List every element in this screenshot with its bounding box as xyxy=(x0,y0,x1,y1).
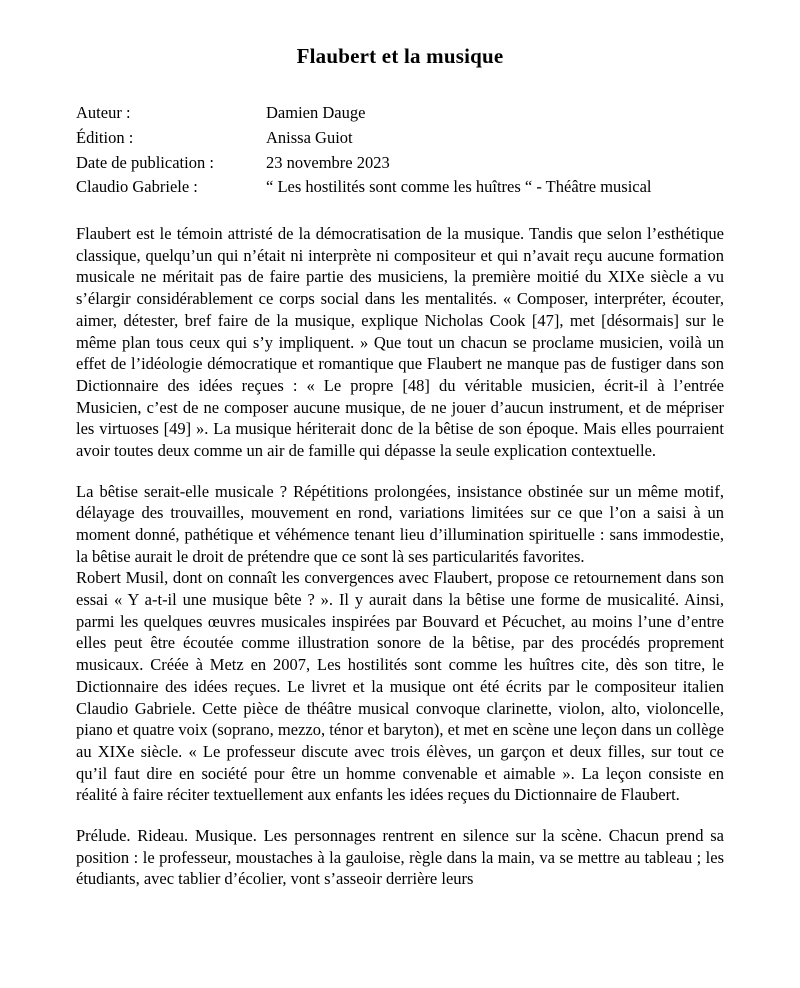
page-title: Flaubert et la musique xyxy=(296,44,504,68)
paragraph-text: Robert Musil, dont on connaît les convergences avec Flaubert, propose ce retournement dans son essai « Y a-t-il une musique bête ? ». Il y aurait dans la bêtise une forme de musicalité. Ainsi, parmi les quelques œuvres musicales inspirées par Bouvard et Pécuchet, au moins l’une d’entre elles peut être écoutée comme illustration sonore de la bêtise, par des procédés proprement musicaux. Créée à Metz en 2007, Les hostilités sont comme les huîtres cite, dès son titre, le Dictionnaire des idées reçues. Le livret et la musique ont été écrits par le compositeur italien Claudio Gabriele. Cette pièce de théâtre musical convoque clarinette, violon, alto, violoncelle, piano et quatre voix (soprano, mezzo, ténor et baryton), et met en scène une leçon dans un collège au XIXe siècle. « Le professeur discute avec trois élèves, un garçon et deux filles, sur tout ce qu’il faut dire en société pour être un homme convenable et aimable ». La leçon consiste en réalité à faire réciter textuellement aux enfants les idées reçues du Dictionnaire de Flaubert. xyxy=(76,568,724,805)
metadata-label-publication-date: Date de publication : xyxy=(76,152,214,172)
body-paragraph-2 xyxy=(76,481,724,568)
metadata-value-author: Damien Dauge xyxy=(266,103,366,122)
metadata-value-publication-date: 23 novembre 2023 xyxy=(266,152,390,172)
table-row xyxy=(76,127,652,152)
metadata-value-claudio-gabriele: “ Les hostilités sont comme les huîtres “ - Théâtre musical xyxy=(266,177,652,197)
table-row xyxy=(76,102,652,127)
body-paragraph-1 xyxy=(76,223,724,462)
metadata-label-claudio-gabriele: Claudio Gabriele : xyxy=(76,177,198,197)
paragraph-text: Flaubert est le témoin attristé de la démocratisation de la musique. Tandis que selon l’esthétique classique, quelqu’un qui n’était ni interprète ni compositeur et qui n’avait reçu aucune formation musicale ne méritait pas de faire partie des musiciens, la première moitié du XIXe siècle a vu s’élargir considérablement ce corps social dans les mentalités. « Composer, interpréter, écouter, aimer, détester, bref faire de la musique, explique Nicholas Cook [47], met [désormais] sur le même plan tous ceux qui s’y impliquent. » Que tout un chacun se proclame musicien, voilà un effet de l’idéologie démocratique et romantique que Flaubert ne manque pas de fustiger dans son Dictionnaire des idées reçues : « Le propre [48] du véritable musicien, écrit-il à l’entrée Musicien, c’est de ne composer aucune musique, de ne jouer d’aucun instrument, et de mépriser les virtuoses [49] ». La musique hériterait donc de la bêtise de son époque. Mais elles pourraient avoir toutes deux comme un air de famille qui dépasse la seule explication contextuelle. xyxy=(76,224,724,460)
table-row xyxy=(76,176,652,201)
body-paragraph-3 xyxy=(76,567,724,806)
metadata-table xyxy=(76,102,652,201)
table-row xyxy=(76,152,652,177)
paragraph-text: La bêtise serait-elle musicale ? Répétitions prolongées, insistance obstinée sur un même motif, délayage des trouvailles, mouvement en rond, variations limitées sur ce que l’on a saisi à un moment donné, pathétique et véhémence tenant lieu d’illumination spirituelle : sans immodestie, la bêtise aurait le droit de prétendre que ce sont là ses particularités favorites. xyxy=(76,481,724,566)
metadata-label-author: Auteur : xyxy=(76,103,131,122)
paragraph-text: Prélude. Rideau. Musique. Les personnages rentrent en silence sur la scène. Chacun prend sa position : le professeur, moustaches à la gauloise, règle dans la main, va se mettre au tableau ; les étudiants, avec tablier d’écolier, vont s’asseoir derrière leurs xyxy=(76,825,724,889)
metadata-value-edition: Anissa Guiot xyxy=(266,127,353,147)
body-paragraph-4 xyxy=(76,825,724,890)
metadata-label-edition: Édition : xyxy=(76,127,134,147)
